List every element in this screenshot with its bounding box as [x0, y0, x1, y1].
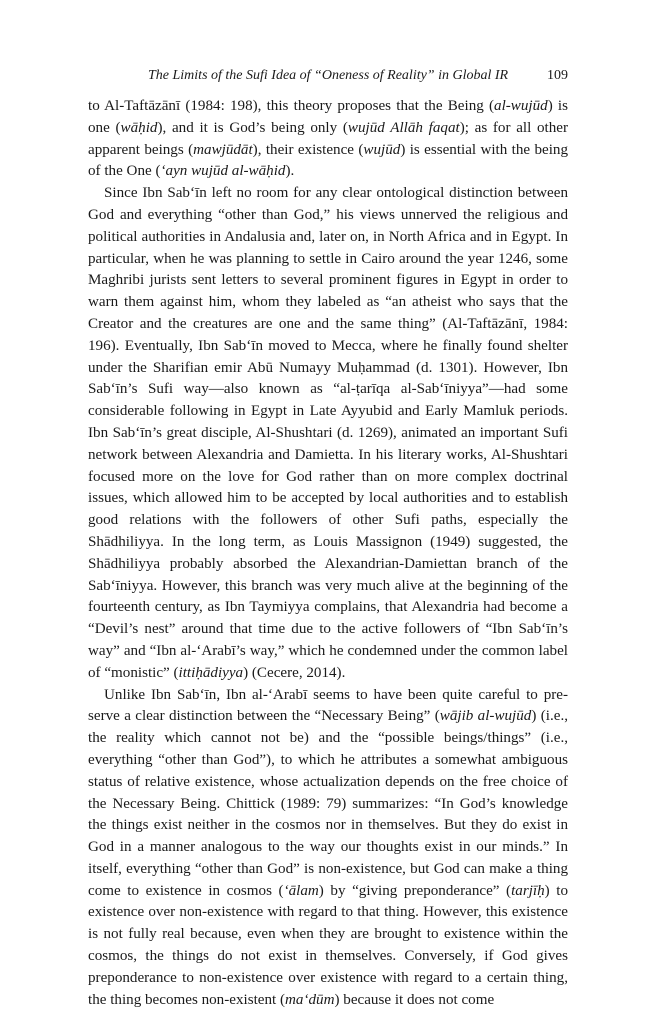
text-run: ) is one ( [88, 98, 569, 136]
text-run: ) because it does not come [334, 991, 495, 1008]
text-run: Since Ibn Sab‘īn left no room for any clear ontological distinction between God and everything “other than God,” his views unnerved the religious and political authorities in Andalusia and, later on, in North Africa and in Egypt. In particular, when he was planning to settle in Cairo around the year 1246, some Maghribi jurists sent letters to several prominent figures in Egypt in order to warn them against him, whom they labeled as “an atheist who says that the Creator and the creatures are one and the same thing” (Al-Taftāzānī, 1984: 196). Eventually, Ibn Sab‘īn moved to Mecca, where he finally found shelter under the Sharifian emir Abū Numayy Muḥammad (d. 1301). However, Ibn Sab‘īn’s Sufi way—also known as “al-ṭarīqa al-Sab‘īniyya”—had some considerable following in Egypt in Late Ayyubid and Early Mamluk periods. Ibn Sab‘īn’s great disciple, Al-Shushtari (d. 1269), animated an important Sufi network between Alexandria and Damietta. In his literary works, Al-Shushtari focused more on the love for God rather than on more complex doctrinal issues, which allowed him to be accepted by local authorities and to establish good relations with the followers of other Sufi paths, especially the Shādhiliyya. In the long term, as Louis Massignon (1949) suggested, the Shādhiliyya probably absorbed the Alexandrian-Damiettan branch of the Sab‘īniyya. However, this branch was very much alive at the beginning of the fourteenth century, as Ibn Taymiyya complains, that Alexandria had become a “Devil’s nest” around that time due to the active followers of “Ibn Sab‘īn’s way” and “Ibn al-‘Arabī’s way,” which he condemned under the common label of “monistic” ( [88, 185, 568, 681]
text-run: ) (i.e., the reality which cannot not be) and the “possible beings/things” (i.e., everything “other than God”), to which he attributes a somewhat ambiguous status of relative existence, whose actualization depends on the free choice of the Necessary Being. Chittick (1989: 79) summarizes: “In God’s knowledge the things exist neither in the cosmos nor in themselves. But they do exist in God in a manner analogous to the way our thoughts exist in our minds.” In itself, everything “other than God” is non-existence, but God can make a thing come to existence in cosmos ( [88, 708, 568, 899]
paragraph [88, 96, 568, 183]
text-run: ); as for all other apparent beings ( [88, 119, 569, 158]
italic-term: ‘ayn wujūd al-wāḥid [160, 163, 286, 180]
italic-term: wujūd [363, 141, 401, 158]
italic-term: wujūd Allāh faqat [347, 119, 460, 136]
text-run: ) is essential with the being of the One ( [88, 141, 568, 180]
italic-term: al-wujūd [494, 98, 548, 114]
paragraph [88, 183, 568, 684]
text-run: ) (Cecere, 2014). [243, 664, 346, 681]
text-run: ), their existence ( [252, 141, 364, 158]
text-run: ) to existence over non-existence with regard to that thing. However, this existence is not fully real because, even when they are brought to existence within the cosmos, the things do not exist in themselves. Conversely, if God gives preponderance to non-existence over existence with regard to a certain thing, the thing becomes non-existent ( [88, 882, 568, 1008]
italic-term: ‘ālam [283, 882, 319, 899]
italic-term: mawjūdāt [193, 141, 253, 158]
text-run: ) by “giving preponderance” ( [318, 882, 512, 899]
italic-term: wājib al-wujūd [439, 708, 532, 725]
italic-term: ma‘dūm [285, 991, 335, 1008]
body-text [88, 96, 568, 1011]
text-run: ). [285, 163, 295, 180]
italic-term: tarjīḥ [511, 882, 545, 899]
running-header [88, 66, 568, 86]
text-run: Unlike Ibn Sab‘īn, Ibn al-‘Arabī seems to have been quite careful to preserve a clear distinction between the “Necessary Being” ( [88, 686, 568, 725]
text-run: ), and it is God’s being only ( [157, 119, 348, 136]
running-head-title: The Limits of the Sufi Idea of “Oneness of Reality” in Global IR [148, 68, 509, 83]
text-run: to Al-Taftāzānī (1984: 198), this theory proposes that the Being ( [88, 98, 495, 114]
italic-term: wāḥid [120, 119, 158, 136]
paragraph [88, 685, 568, 1011]
italic-term: ittiḥādiyya [178, 664, 244, 681]
page-number: 109 [547, 68, 568, 83]
